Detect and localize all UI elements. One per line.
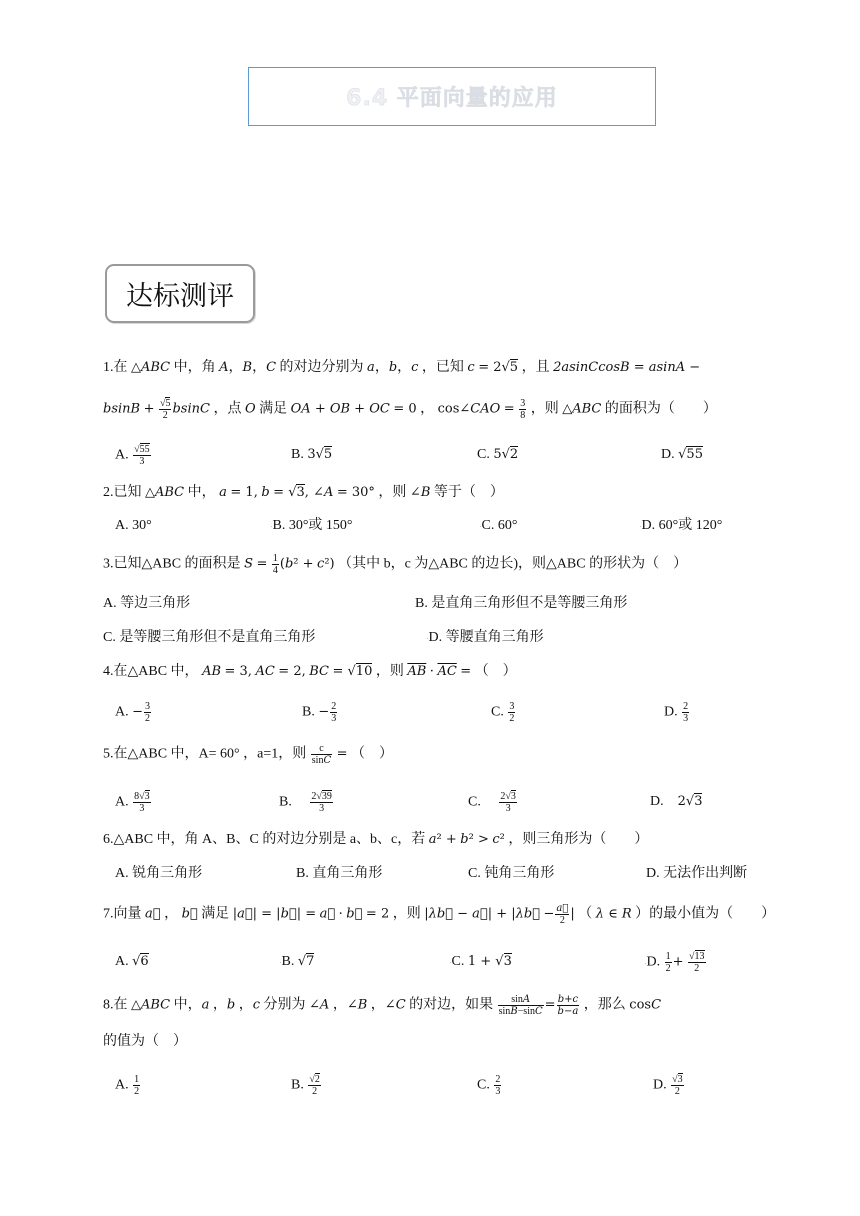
question-2-option-c[interactable]: .C. 60° [480,518,518,533]
question-5-option-c[interactable]: C. $\frac{2√3}{3}$ [468,791,516,814]
question-5-option-b[interactable]: B. $\frac{2√39}{3}$ [279,791,332,814]
question-8-line-1: 8.在 △ABC 中，a ，b ，c 分别为 ∠A ，∠B ，∠C 的对边，如果 $\frac{\sin A}{\sin B-\sin C}$ = $\frac{b+c}{b-a}$ ，那么 cosC [103,994,662,1017]
question-3: 3.已知△ABC 的面积是 S = $\frac{1}{4}$ (b² + c²) （其中 b，c 为△ABC 的边长)，则△ABC 的形状为（ ） [103,553,688,576]
question-3-option-a[interactable]: A. 等边三角形 [103,596,191,611]
question-6-option-d[interactable]: D. 无法作出判断 [646,866,748,881]
question-2-option-a[interactable]: A. 30° [115,518,152,533]
page-title: 6.4 平面向量的应用 [346,86,558,111]
question-1-option-a[interactable]: A. $\frac{√55}{3}$ [115,444,150,467]
question-5-option-d[interactable]: D. 2√3 [650,794,703,809]
title-box [248,67,656,126]
section-title: 达标测评 [126,281,234,312]
question-7-option-d[interactable]: .D. $\frac{1}{2}$ + $\frac{√13}{2}$ [645,951,705,974]
question-7: 7.向量 a⃗ ， b⃗ 满足 |a⃗| = |b⃗| = a⃗ · b⃗ = 2 ，则 |λb⃗ − a⃗| + |λb⃗ − $\frac{a⃗}{2}$ | （ λ ∈ R ）的最小值为（ ） [103,903,776,926]
question-1-line-1: 1.在 △ABC 中，角 A，B，C 的对边分别为 a，b，c ，已知 c = 2√5 ，且 2asinCcosB = asinA − [103,360,701,375]
question-2-option-b[interactable]: .B. 30°或 150° [271,518,353,533]
question-1-line-2: bsinB + $\frac{√5}{2}$ bsinC ，点 O 满足 OA + OB + OC = 0 ， cos∠CAO = $\frac{3}{8}$ ，则 △ABC 的面积为（ ） [103,398,717,421]
question-4-option-a[interactable]: A. − $\frac{3}{2}$ [115,701,151,724]
question-5-option-a[interactable]: A. $\frac{8√3}{3}$ [115,791,150,814]
question-4-option-d[interactable]: D. $\frac{2}{3}$ [664,701,689,724]
question-3-option-b[interactable]: B. 是直角三角形但不是等腰三角形 [415,596,628,611]
question-6-option-b[interactable]: B. 直角三角形 [296,866,383,881]
question-2: 2.已知 △ABC 中， a = 1, b = √3, ∠A = 30° ，则 ∠B 等于（ ） [103,485,504,500]
question-8-option-a[interactable]: A. $\frac{1}{2}$ [115,1074,140,1097]
question-3-option-d[interactable]: .D. 等腰直角三角形 [427,630,544,645]
question-8-option-b[interactable]: B. $\frac{√2}{2}$ [291,1074,320,1097]
question-8-option-c[interactable]: C. $\frac{2}{3}$ [477,1074,501,1097]
question-6-option-a[interactable]: A. 锐角三角形 [115,866,203,881]
question-2-option-d[interactable]: .D. 60°或 120° [640,518,723,533]
question-1-option-c[interactable]: C. 5√2 [477,447,519,462]
question-4-option-b[interactable]: B. − $\frac{2}{3}$ [302,701,337,724]
question-4-option-c[interactable]: C. $\frac{3}{2}$ [491,701,515,724]
question-8-line-2: 的值为（ ） [103,1034,187,1049]
question-7-option-a[interactable]: A. √6 [115,954,149,969]
question-7-option-c[interactable]: .C. 1 + √3 [450,954,512,969]
question-8-option-d[interactable]: D. $\frac{√3}{2}$ [653,1074,683,1097]
question-1-option-d[interactable]: D. √55 [661,447,703,462]
question-5: 5.在△ABC 中，A= 60° ，a=1，则 $\frac{c}{\sin C}$ = （ ） [103,743,394,766]
question-6: 6.△ABC 中，角 A、B、C 的对边分别是 a、b、c，若 a² + b² > c² ，则三角形为（ ） [103,832,649,847]
question-6-option-c[interactable]: C. 钝角三角形 [468,866,555,881]
question-7-option-b[interactable]: .B. √7 [280,954,315,969]
question-3-option-c[interactable]: C. 是等腰三角形但不是直角三角形 [103,630,316,645]
question-1-option-b[interactable]: B. 3√5 [291,447,333,462]
question-4: 4.在△ABC 中， AB = 3, AC = 2, BC = √10 ，则 $\overline{AB} \cdot \overline{AC}$ = （ ） [103,664,517,679]
section-box [105,264,255,323]
